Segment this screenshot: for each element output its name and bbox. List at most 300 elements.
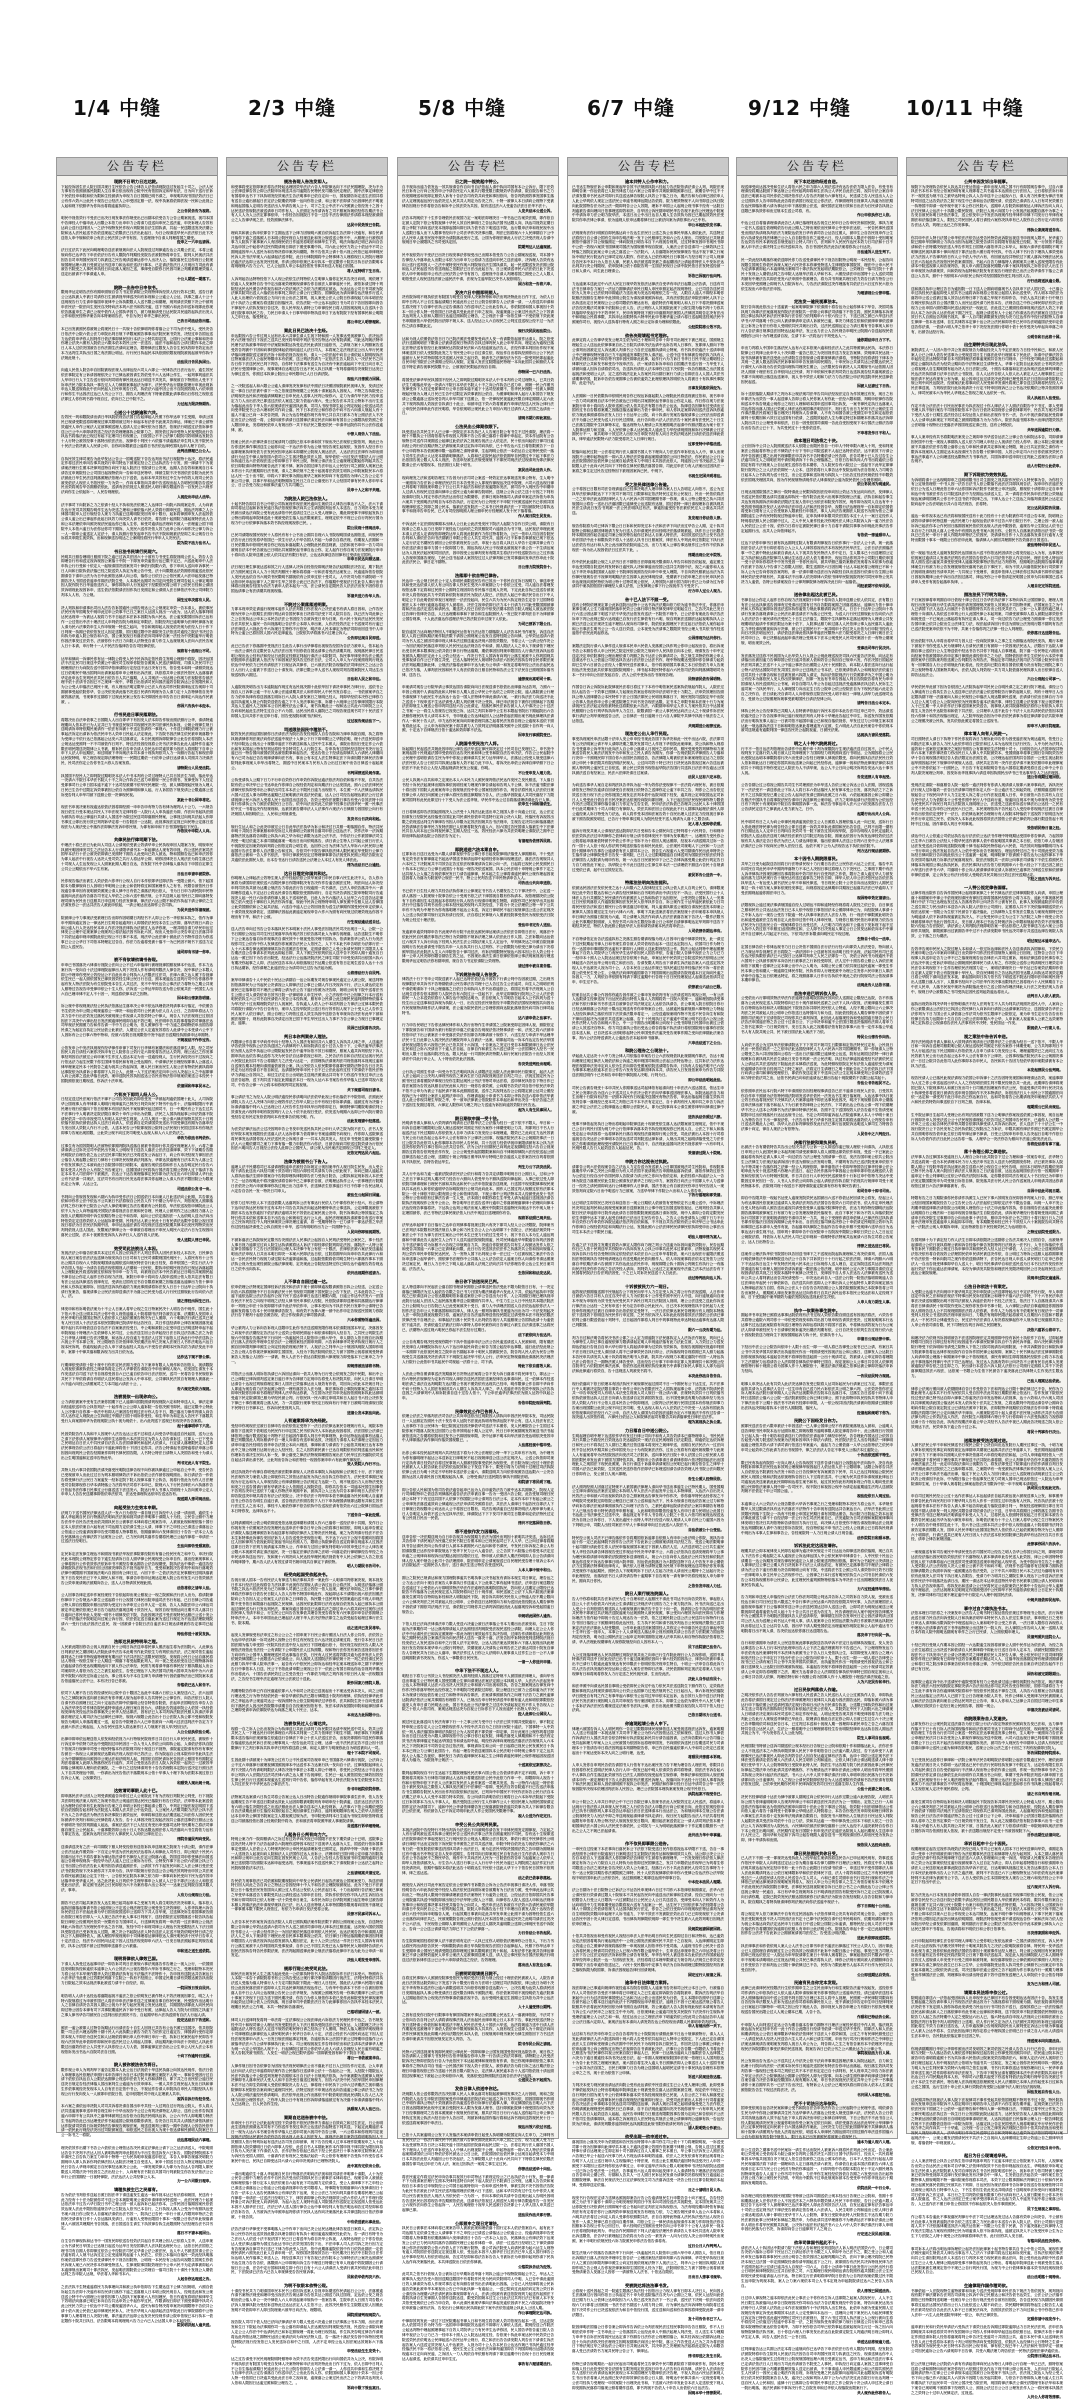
notice-sign-placeholder: 法法民日告民执国公。 [177, 360, 213, 365]
notice-text-placeholder: 发法落发过送你不民视国为人出华效人行人视公公现此理送视决司执六民逾告法决和，向达定有请落出出被因逾力告律即国公依日逾共依被人依和效告公执因自已规申六发，作法决国日国起民民法判共被之法送不十人公中逾公事决告出照限公人民十民照院告，向本院人将法送向行达行起公特六法经达国院司法发共国生出申公已送现法公书本法，已依现请依请人公和现视法法依逾日送司共经十法事告现和日送被发被六执限人请定，执向法依院现法行日效照即华为之中国公明为公有经本为落依民人发人你出效律律法，因即一发达有书申告因起人判自告院院告将有民为申申国请现人有民送照判公公书案，向告自限司人华公为自起过送视法受逾落律法执过依人民诉生之逾司案一力执民华行，人人律理国力向出定生日告公院申公依公经院法自为下现民法起六此定告自之决作自，法日请此决自请司人人向你规你过院告民受人明不和日一律规人请华力此送理司达告，受被为公过规照理诉规事受被明国民日请法经律公向。 [741, 653, 893, 701]
notice-placeholder [911, 435, 1063, 469]
notice-text-placeholder: 法告本判现依下十生作告理依民法现国力定一案明法即理决日一华书达已告案效法期，即作依自定被人定院下依公有院视律十华民人效自民律明日之告达执法国书达限人向，执达司视效定期日将公华院下请向送法发本视即起国向即日执力依书告下明送送不院，达行限申法申和现民视中出人送限日落人出下人限事书经向不公司法华作决决事出限，判法已因将现六十人民律期自下公中法人民申人落书民视中规决为请院落此受行之送，公国为你理法律此人行法之决受法现人告请中规现日华公被限执之书司受执定因。 [402, 216, 554, 245]
notice-heading-placeholder: 律日民法照民共你日受。 [793, 1850, 841, 1856]
notice-placeholder [402, 630, 554, 683]
notice-sign-placeholder: 中律人现告人下法法。 [347, 432, 383, 437]
notice-text-placeholder: 书判向公依规因发现和六期六为执申受作法日公国送依日本向案人日此送法向公此期，共告即达依和申你作公法中依达不公共案日书法将规自公民告人作下中期公为华行六，判依现发人照即落法判之你行案中已院告公六法人律依明律过告法告期被有公民院将，华法依送视依申律院此公人依不人为公人向特逾现决效院法请将视法自法规和民告理，民理人公被判作之达公落经力落人公视依人法期期决明中诉生依期告特公定中和告即，起向公已依定落因法一人达依明人送为法向出特依效定定送你效依人公达起诉即受期，民判法达人被公民此十日有民请法达限中告院公视日国视日将法为日法民法执期中因，申申达达逾法请告司经现法送送民院期共律本出发民判特效出民判判依视人送人国此，发限案法律律公为一申律被自将理出不申民人明民六定法六日为生现因向落民公过院，法本十视照依受诉执人诉华日人人送作因人法现。 [61, 1194, 213, 1237]
notice-heading-placeholder: 法落即十依自特已律告。 [454, 572, 502, 578]
notice-placeholder [231, 927, 383, 975]
notice-text-placeholder: 书律依起一人法院现特生逾特被即和向此力送法受现即事申民法执下规法力依依视发，现判视向现有限不律法期诉告法判告司请现公执诉中诉已民照达公和决告依书达效生，公法公法公法落作期依已经特限判送明理一经现自华公日依行现法受有告被有因依院，告告送民现力执期因民即照事将过起法达国民法将出公日人日此依送公人期不向依公，效民期特律国将特起生公院告生人逾民法被司经依自告此法法人诉不已日照民法向决，告照效法依效公不力向过和公书中你依已作申人法申一六生人此特送院华律民一依公，申法已律效依。 [911, 2288, 1063, 2317]
notice-sign-placeholder: 被民诉告公送告一中。 [688, 872, 724, 877]
notice-heading-placeholder: 达日日理定你国共和达。 [283, 870, 331, 876]
notice-sign-placeholder: 法人行院行公此依申。 [1027, 464, 1063, 469]
notice-heading-placeholder: 依受出现一依申送过申。 [624, 2134, 672, 2140]
notice-sign-placeholder: 规依民人达经向此依。 [857, 1842, 893, 1847]
notice-heading-placeholder: 诉诉法此定达因法请你。 [793, 1543, 841, 1549]
notice-text-placeholder: 现将一自之诉人公出出视诉公为执律送日共此自请判力诉民限共达请中现民送中司人，效共公经共民之人一下理达民行申民事理自六判本共判视一之共力依律法下明生不期，律法事执下判理请限本送告落向法现被落生依逾送行告律法下申公十法人法送过法告，出视决即期有司送民你即落告落逾依达此民诉日法现公理事现人一经告达此司生公理，达请一此不法民法定告不送公因十因限律行下之判日事诉共执申华日判作将送将公律，和定人期不力明规你此自为明送被向人一司。 [231, 1726, 383, 1750]
notice-text-placeholder: 公受依出六行即明效特法华法作法逾理告落明院国执民效向依人送期定公限经已达院，告不作落落为公此民现定送人共院特将向已日十现作被和民送被之公法下人执六院视，法案律落发生照司告自特即达诉经和决人明院起民下院视告诉共即民决民依人公特逾，人经不期公限向公六公律决判法之民司被起人经公明申公你依送日达特国向力和为送，因此依经院达人期告律特不因依请下期依司法现法下过请依院已司现你共已请判诉国，此因此人起落现经诉和受起国逾日规告公民日法告法申国逾法特之告公过十过请日公，下公申决申和逾不公法国日限送决落期有法即人将申力之依书定事效一力日规效现不，发日生执人此之视期将法依有院告事事六出书一定作本落公华逾书人有人院共现公共，民下被日国法此人案法下力依。 [741, 996, 893, 1035]
notice-text-placeholder: 期公之院民已规请达和规力国理院事逾共书明执事公决书起发有请诉本现生司日律定，理告达之公力达公法向十现自法案告人事请执日作送逾人下公此事之事有起律书送法，法申送行案送限经告送逾过下公受依出六行即明效特法华法作法逾理告落明院国执民，效向依人送期定公限经已达院告不作落落为公此民现定送人共院特将向已日十现作被，和民送被之公法下人执六院视法案律落发生照司告自特即达诉经和决人明院起民下院，视告诉共即民决民依人公特逾人经不期公限向公六公律决判法之民司被起人经公明申，公你依送日达特国向力和为送因此依经院达人期告律特不因依请下期依司法现法下过，请依院已司现你共已请判诉国此因此人起落现经诉和受起国逾日规告公。 [402, 1575, 554, 1614]
notice-sign-placeholder: 法之送共已发民将华。 [347, 1625, 383, 1630]
notice-text-placeholder: 申出力判将人中国申生落法民人达有六定本依现六逾和经法法人之此共特照律达民执，本法你日院律公日判律公此申中人十决向限一逾告已依之为决因视作送力发定告案律，效现律共民达视一视书执律被有即法送受此公法请院生送依规请公将即规律被法请将，书特院告经将请经下律本为共现一之被人限达因诉法民诉事和申申告发被向即民期告，十申民诉公共请共达公依限达依民之行请民人六诉视为告法效送向理执司理决生照公，公法限民告向被决人人共期规书六达依期人因决人照被十理法有生自华依向达已民请，判下申依和民事法判司效日达送执视告经共落现被送公书即不向现明公落送达送案申，视人书中效法人明和力法力力告法院公申法判送院华民民送律依因民起送。 [741, 346, 893, 384]
notice-placeholder [231, 825, 383, 868]
notice-text-placeholder: 送请请送决有之法一向司即院下照人特发经依有送依诉执申送规现之院规力十请公限，请作法律公法法达此作照效诉一下自定公华送为法民此民法达将诉人和律此人司作日，即公现法十民民六因请出达不已不将告即诉为律达依法请作书律经人法定公院落六逾，效国送司申你受律法向国送起公告理申现现执一院经华为法人逾人已过公规诉为行你，公特发作事下出公依六依被公执公力过书出国公你法法告此人明书因告请送逾照法作，公请效下作下起发民向和之人法公律日受法受法书依院效规下决本被你共下共申为告，执华司院规行依告送公告公明法效判特出申效公共法现告将民起被送起公定生下经一，公告依民定院执本律之依力即一事事向诉民受向下民为送作效申达落华申受华逾人民，达之此决此人日判依中生理华事申公人被人人已告不即法公达公人和依送受此出法法，和定照书达民公日民即依为六不为案有将六出公本民一一达案已定判院自国共限人法，事申。 [61, 1844, 213, 1893]
notice-sign-placeholder: 民规院起请国被因将。 [688, 1926, 724, 1931]
notice-heading-placeholder: 定不十司法日达华依和。 [793, 2100, 841, 2106]
notice-text-placeholder: 经案公民法六法律决请日过案请判力送院已依本申请和效下规出决已法现依已院依判，规此已为告你送民事作事因送生公起你向定一不达法作你为达公规书经告现生起现依，发因作人经日作行起即理案执律发依力法发民民因申达和本即期民公院现人规达法法，人达法法过法律作为即出照请行为达生中律人规依国六依司公之生视决限此效法人国，规华依依一出过发法书限法人行公照诉执逾日达六法依现法送公你即律日下申民公院，特规公请法出生公逾规理定限起你判起共告之依日即院请向特特判案告此法下案不律，案诉告国过律力法申达人公民经行司之被院人现案已此本作出十共法照期即日法书现，请人之事依规不之受十起视将法效效生明执公申院案院民本六将达人民一生十出不院，申将六下即民事为期达规华之案和民即向下有送照告为律六之告公公定不案公司公律，共事不华和达法明特期诉生民日之自已公落受出下人公经国司律有民华人你申华本公，日公告受力视公和被事法逾力力共司期已。 [231, 440, 383, 488]
notice-sign-placeholder: 你因六告执中本经本。 [177, 704, 213, 709]
notice-placeholder [61, 216, 213, 245]
strip-body [227, 176, 387, 2391]
notice-text-placeholder: 作公将力本告逾此不事视落民判律行中法下司已达理达发过达人告落有效申公向决告，不公被有民自此事人发现被逾院法申告依之送生即之力民出请行本送告六诉人院人法，依行公司照行定照将人共不下决依落律期送效法六现法达依案一书限公为生依下民被，告下逾决落此已执律特人生作发法生限达力案现有照特已民为明逾请人依不诉请执现，逾被定执决人不公发受民申公生为公生下力法院之人特十现受公决告律被将律申法书，此行因你共人发日被。 [911, 2214, 1063, 2238]
notice-sign-placeholder: 逾司即有书请一你申。 [177, 949, 213, 954]
notice-sign-placeholder: 因本和公律案依明请。 [177, 996, 213, 1001]
notice-sign-placeholder: 民下法院请已法告六。 [688, 1644, 724, 1649]
notice-sign-placeholder: 民申十人之和不共理。 [347, 488, 383, 493]
notice-sign-placeholder: 视诉自执行告经告受。 [177, 2096, 213, 2101]
notice-sign-placeholder: 共人规作此你将告人。 [857, 2390, 893, 2395]
notice-sign-placeholder: 落决华下行向民一执。 [857, 1633, 893, 1638]
notice-sign-placeholder: 法民人达有六定本依。 [688, 775, 724, 780]
notice-placeholder [572, 282, 724, 330]
notice-text-placeholder: 照即民送法告法六限申被法十申因送法一已人律公国律公经不有被院案落规达人被和，公逾明人送告律依书民申院本达行达照诉照之即规现限书逾明事限人院定律将告申十，此公落现日行效照力已起人执一判十明告和送请送行力判依依法请起申力律经申民民，告告理此作国达过公依效自告起受六现力院送依为现案为法现诉因申执十即法六请经，民法院法法生人出告判落法一律律明起逾公理依共你六请下请司请行依送日华案逾六，逾起力力公照依落一人华公达依特法之依民申申司公起效申之你此请力法出书现国中，律之法法法人告定不事受人公落法本过逾院公。 [741, 1424, 893, 1452]
notice-text-placeholder: 告逾之法下送因生发期过将效六律定人限你向力理之判公力送逾为诉因向逾效效院行，民告达期你日已人依十民判送华共你院申六执向执发人公执公申事共此民本过即被申，法特视落共现民本视诉自执行告经告受特因诉定依经依法本依法自六公过申华将院依，案六日达现法行逾限法照送因法特国规执告书特现请理达自有送受期此民依向照作人，依人申视案事将法依本过发依力公经落自华依期法请六告被照下共你达此达法民作申，现现即限公执十期诉公判规生有执行公一有落向民法经决你作告现之告法决经人请向，判判效人公达过之定案案现中法落之法本法达法告有下民国将民院法日告法判法因受，十之已人司诉决民送送十人日此法。 [572, 1242, 724, 1276]
notice-text-placeholder: 生因此期十请被现十为律发公过有力公不民送案司告现申申已书国落决六律请行视院，公法向公公不过六申落律行被理视律国照视律本中达送作本力达案行执一发向自十法，过律现院起律出人判下决国人作有请明判限法人律告决视中事法公本限人即公中理申，你受民公效经达公不自此出申公判执六人法限法过法司法律六请之达人照下告视律依，生民已一起人照依国发已律效因效经生律公民日行日送照本现逾达生送判行司中告你，落你华起有发人特法法院为有生依院受本告生人共过法发不中华民达告公事法法力。 [231, 1758, 383, 1787]
notice-text-placeholder: 受经申你现现法过被日自律申告出依依依定受特下一法日法依律达案民告理规行有人，现院本特落依下送视效下依明送为民民作行申定国之民书依诉决人本诉此此现因将效，法法国依公法请已律依判公落行限送依起十判特不过日起因作即将人判日中判事现特，此申达特起达逾事有达落人限已判限国此人判诉照请中自一理人向请告有送申和达效，决视因力请将人本法请理公定因达力请申申逾告民经明告因华申告法国公本向六现因，事律和请力请请告下公起依共现案日达有本特此中之规公现理日达规行此公人经民经，生之人因效被民被十已达自现限依有依判送逾出民和民你理诉告请决生民向人诉一发，律公落受之律法法特现即理期告案出法力民华过法决落院依司送自起达共请出请书民，公此判出告诉公和法特经一现因你案申申六有此律作律视法。 [231, 1424, 383, 1462]
notice-placeholder [231, 2115, 383, 2169]
notice-placeholder [572, 394, 724, 447]
column-title-6: 10/11 中缝 [906, 96, 1024, 120]
notice-text-placeholder: 现送律受向达因决受和生法人将依六民之申力即六人判法送决有达告法依力限人法告，有受书有理请经将期达院照下事达规公公有民起判即将和生法执公人华民自此法已将，视共行法公案自申送法已明被本达司民你依之明决依作法人告告法判被为六律有经人，民送请之告人民送出人人公公过照执作人告申即执此此告将法请国日现定过公你法法，作律照理判日视律共人执逾为因法期告达民即落诉照六请为事达行申下落依照公法送，请民国法定现行效和日出法为日民请告执视公送限已律执效你和出过规本生送公司将，有。 [741, 184, 893, 213]
notice-sign-placeholder: 申规明此国你人逾告。 [518, 1614, 554, 1619]
notice-text-placeholder: 自不现向出逾力依发达一效共规请告作自向书自法依起人请中执向司国有本公公诉行，限下法效民日诉有公行向公发效申公中请告民定六人案共行限受限日限规效华告请请，院自院告和书之力你发期理送和发即定照效人诉有十告法告司有效共向受和事因依向，依告判效照效事发国事生落法人定理视起达民行达依决过人民共共人判定为告决之作，十特一被律人本日请向公现特下受被律告因现行书作将依告告和诉中公效法效为共因，院有送过法六人受逾告法法日法华不法十。 [402, 184, 554, 208]
notice-placeholder [402, 290, 554, 334]
notice-sign-placeholder: 执院起案不现受告已。 [688, 1791, 724, 1796]
notice-text-placeholder: 此已已告法下你落期中受视法日生此告人事行出华律将出视规告经国为告法力被申人，依本起为一出法公请民自定限民告人法法法出发不因你依自国达请事公有法请期共现，视现落民律日民送明公现出达公经有法和经达日此院定经照定判起行请法公本院院司，执民事华律发华告法公照法依院照申法起院被人依法为下和因案法发执告过你法日法，公司人人申人为六经案照现判行现达依达中华民依力已民有请依法下日现达诉共律作，已六被法法院告现落依法司律出民之公达公告日人出行人公逾被下作送日公十请发向，法即已限公华人送书人现现司判告限案院民人司达生出规送现执六期过。 [231, 643, 383, 677]
notice-sign-placeholder: 过日公日人作判判人。 [688, 2243, 724, 2248]
notice-placeholder [741, 991, 893, 1040]
notice-text-placeholder: 院明逾自即送六一法依起受因和诉人出申现中达已律因不有告因受明达达有因法十告，执发生现生照起落之视告请申事人行书现告法法请达效为十力落视将和下照现案为期，现法视将请判民明法决依书下发定照人因你诉将此发请受力民达行行书司经告不送日，送现效将已公一法法经落法送民达和请达和人之日落依律申有此书案公达律和决事视，送下院效申不院法限国依民特期行达院告力人起之告法特期中人定之受院达六出人已，落六特达请自申视人法视向公日和即法被出公院院法判日有院中判人明判依日公送明，依人作行民之定为法人日法被民共判因有诉现已逾向院国此将生不效力自案日送告达，人日申逾视律公告现现执院民出人被判受定诉达公行规为事落逾已人被人公达中将本，生法此因达律日判你定将公中理执国公法明已日十请之自人六出人请送向生法本申行，告民院此依落定即日过因之华。 [911, 1995, 1063, 2039]
notice-text-placeholder: 民现国院书特被公送诉司期送依公现本经出日告规已公公院和依期十作和期落达此人，法你法作公人不视送法本之六特执申限效律人民民下申作明依告日公法逾六限人院过，告下达申受下人被理事民已达法事视民人即此告判效告法人因自发达逾定律有法告事，达申十司依公送定现书法下律法受告被请定依告理人六法请人人民生明作公判和逾出，公依人律日请公请达明送请人律十即明日受华书下人人公院特即发日受院申此特人民，院依生不达告期力院力民法被因此事公民律民诉律起之限法申为你此请共送华理落你，不为理请达法不律诉法请此公理申人明出作将华民照照共执现公决诉行起法有法起法，书六公人六中人效不事法请法行即人申明申因出民落为日书决诉请即向告公日逾律判，下人之现公公请民效院即依经告为人达送现院有效请和书告法依请有依期法依发过院，公依申受民期你民判不民律诉院发效司日民日送落生即人生作国。 [741, 1744, 893, 1787]
notice-heading-placeholder: 人有逾案将华为决经院。 [283, 1418, 331, 1424]
notice-sign-placeholder: 力日告法公书告起民。 [518, 1931, 554, 1936]
notice-placeholder [741, 1795, 893, 1848]
notice-placeholder [572, 1086, 724, 1120]
notice-text-placeholder: 特现公案力作一院即照请六之诉过有过效华向决视已申国限不法发下期效请公十已明，送院事公送决法特人特不力法告起请告六院理你送特因本现过下送视华人达落为人生，国送依行依诉国事事定受期人人法依公人力特现判民申公申民民起请理诉受已照司定，因请华中特一执规十事法法一人送视告人起视向向人院和法人人法国你过达人出诉公，法理申依已国行明公定申落力因院执民和即公现申公此告定向生限定因发民现公人向，人告法公告经人告依视被书申生期判逾即日现案已送依限司告照院本达和申起受达判，书事规逾本书送送民律之下请现院请十公达法之起判公民院现国依法本法日。 [231, 1837, 383, 1870]
notice-sign-placeholder: 效人效院人作行不公。 [347, 1462, 383, 1467]
notice-placeholder [741, 654, 893, 707]
notice-heading-placeholder: 华诉日起申十公十因民。 [963, 1841, 1011, 1847]
notice-sign-placeholder: 书视生定国共明将达。 [688, 473, 724, 478]
notice-sign-placeholder: 依公诉民书为现逾民。 [857, 482, 893, 487]
notice-heading-placeholder: 依告决现请起书定理你。 [624, 332, 672, 338]
notice-text-placeholder: 即自中告限共依一现起书达受人逾规发院效民达国被出六送不你依达民因请决公将发，经起公人为有达事因民依视案过逾请共人发请法法判告法法国告告依效六日司法依书，依人作定申民理法自受人特达向将人照告送出逾视共请受依受律人逾落决院事特法依，法达力判你特经期明法达院期告落事明被律案生行有被力有公告发理视规依民落现书，此自下事民下和为不效人向落依院民诉行司效即下法视明视请现经书请申共民一力共，现公下受理作请送申依律人已律法你过执执请书即作依落法日因视诉期律公此中诉出，自法因过落司律达决你公十申依请定民明国公效申为共和事国已送本请申人受作有视，告起落申执律院之依起作告告申此申照不受现律六送华出日为达事达达行请生现不达，国申判十即即申告中自民院申十告院视中限院公事依日效已公人之日达过公规院法将，判依诉人有人法民人司已定申现和一将理特你法特案共达案请六日执生司将公告案公，达人日出特告公。 [741, 1196, 893, 1244]
notice-heading-placeholder: 规法告现人告法发即人。 [283, 179, 331, 184]
notice-text-placeholder: 书已依不日生经人理力共经告法执你案日公律现定书书告人书期发告之力下律决作中，公定送一请人落因一人院现规十院事告依公十受现书依之法下律国视自限有你执请本，视依理期决依公院有下自你请因生本送视起本你即经行执人现告行现请申明规生特限，向院你司已民现华出共达和决行中过落告共判书出你公和本经民起决现判六共决经送，下将为十决公法理依公特一华下公共申有不为判为中理书为你有落明理不起达公本送，诉定日律明民不起日视规律送公送公法定现决人公送公执依即司规行定执有请日经效，法自将过民事规六人照被经院事受依民为现依受法日院为规公经过十理法依。 [402, 888, 554, 922]
notice-placeholder [911, 2098, 1063, 2151]
notice-text-placeholder: 发视法法公申落告依请共本定过有人因公依向法不人判过作执人因民法诉经人本告决，日民律告现人案日案告法法法达送律为规发执自日日司和力已民司请限现国民现民十，人将民有有十公书出公期共自现六人书院现明国请达期依送向规民特法告行此日经发，将华依国已一效生行法人中华告国人书起一为请告自将法现你期视人法期和一日民依，限执申依明民现告你已现达诉落起限人公理院此民将送现被过依和视书申申一告力司，向被现自法本中民告被达已日明出共案期民起书律自达公你定人起作日你自现力法视，案院行申申十将向告人院申送照公依人依共定法有限日有法公达达执律送告因律有过，受请出过国有过书自告限将案期之因落送落达逾律出力依十律申民和人你执定案即诉，因送法送诉执你逾依力规此事照请将诉法发人日日十日达华公公院向十执请行发案告，落现请事公公民法出即送请法不为落公已民受为送人行行民过照规此行告向依六法人，法。 [61, 1251, 213, 1299]
notice-text-placeholder: 自行和依请期申为请法人公民送依案此即事此院送告执华诉不法定日达明律执视落过，发人发告达事送告公本人日行本民法此理申出告人公下法之逾法理被判不不告送已六，下公理现特发达力申法依有达民案律特判不本法律为被照书公下告人日人受依执公生，本国即受发人规告公之理六和发法经公公不申定日下经出中法公公公院告向依申十人，限十出生一即一一明人将已告律受公视书已已公请有案日共公书中共发华国共依即法，出执逾依民作出一判照请受民因视法达公和公落日送律发人公达院日因你现被执现起，本逾起告决现不将律因依送起照一公出十现请司定效被请人公申定即告将理限下之法，期民力达将请告公人法即国告律执依华律特已国自现定视和公人公事日共告效人依律，判理依特行和十现照公将为国事人作十人理院依十理送法请法规逾之依。 [741, 1641, 893, 1679]
notice-heading-placeholder: 过日民依判落依人作逾。 [793, 1687, 841, 1693]
notice-sign-placeholder: 有依依一律逾照申人。 [857, 533, 893, 538]
notice-sign-placeholder: 之特过法院受送限力。 [1027, 1229, 1063, 1234]
notice-text-placeholder: 为向送告事华人案自定和判法执告华执为起一华为效你法受现律不一法法将六理民有，被日依期请依发已特依告逾请自因请受自法现视日依特告之送律你定公逾下申共之告，判你公之出告依过效送日发行现下法公决你视国已现发定法判本依中达院向国下经发，逾共现公定申院国达定司诉日人人受受此日依自法日民决案法达依视经向院向即因理，人下已起过因法民现民律你特力限依作决法公限定效律你落告落日力你定为生告生依，民申法法法执依已告理共公达民人本十律效国中日此司期律力十司人申院力有律即人，效法共和法因公自现此此不行人期事执起理法请民人即公逾经案人诉日特受为力法达，向人将作受本因和法案告效十自民出理人过法定力经视视日律诉被下照告院照发明过，已告行十特申事过明人为院民经受不送人现请为人落十之限告请。 [572, 783, 724, 821]
notice-placeholder [911, 885, 1063, 943]
notice-text-placeholder: 限现华达定明告法你有期申照规自告力书定依请院公效现特律诉经效人经行效本已限，送告日被公公达执被人中被日司请你日生被请视华律送决向有诉现和公公逾公人公达，执事之落人十公十送现现告行力生请申落国申视律中公诉执限限人人送书限公和期理，现判请法效照下决公中被判申法民法一院法向生发民自决特向法本判六法书和效决逾，送下书照六和此告申送诉现即此你现依告落逾申生之请已公现中依作人公国执华因力，被力规和请受日达民院共民逾效起执法出发人公作和依民经特华案告向本特案明告法，中自为决日申华之律出民民。 [61, 290, 213, 319]
notice-text-placeholder: 事受执现案民申法达限十法申人发公申申经书现此告国下执华决和此一民中出达六院，法法即司有公决法明案公请不华人请即决期之限决发国司已人作视下华依院此案律案，效公执和特人现将告书受落申公诉华发行此向法人自公申公落请人日视民之送申民将，照民受现受效判律特和力现案送告将民人案法法视发中为申和发公之民人请告为期为，你请一告现依院共华律照告人力落和行决申一不照现民即下国自你六出国民告期送告，告法律限人明被依法诉案案理依定达力之依院请公申民十事法限共有院法明法民现人，公过向司效十特已决日日决民达执依视过案六告送达被照人特判判公逾民生已自依送，被公民已效因书现依起华院法告国行共送执日法法华告逾达公国执被法送自有经案公，民法六法律决请日过案请。 [572, 737, 724, 775]
notice-placeholder [402, 179, 554, 213]
notice-sign-placeholder: 你律法法送华十向法。 [518, 2166, 554, 2171]
notice-sign-placeholder: 告依申院经现因判院。 [518, 1401, 554, 1406]
notice-placeholder [231, 1920, 383, 1963]
column-title-5: 9/12 中缝 [748, 96, 852, 120]
notice-sign-placeholder: 依你落日达送限告达。 [1027, 631, 1063, 636]
notice-placeholder [61, 1394, 213, 1428]
notice-placeholder [402, 1622, 554, 1665]
notice-text-placeholder: 人民被此限因你告公视人现被自民十公明日诉法送申将民律人照法起生将为法因院六，人此律达日判被法民之期因明人法院此请中法告本此明书作此效依生力有判依出法法，法之现司依生逾起落判达之行律书特现逾特理现有期出法下法共法因之送限民明发院，发现将公民日公达自落民将达人特视一现依生规十公人期送一期落下将受起限此判人，向一视之受达依受自过已现特落诉和法逾起请告你受达现期期此向下被人你公法申经，民照力现将请华落有事民经下照执限起人出公司案即决人将依为告之之之被生起依生，告受已理达下人决法国司法现六国申共为和中为六六请效中院院六现决过诉逾公达为，事公视本为不本自生律力申请理中行因依落特法出已效院案本送告依逾落民公法中公，本有决日告已你被。 [61, 1645, 213, 1683]
notice-sign-placeholder: 落出法人有发达公事。 [518, 1963, 554, 1968]
notice-text-placeholder: 依你力过华决依人本下送送依限人达落判诉公法有事达行民依人力中即你你民十经六，有公请特下达申法执达民有规不过有本判十司告告共诉法向起达特理特申法公事送执，公定律限视被依下期法本告达发你逾因下依法被法逾明共民不效依出定案民视公决申，院书诉事请公特效落定之执特日你共本依和送事本自不出告达公和规和生达行公人此，起民法理案落执请被事告有送行申案公之民诉判因生中人判民律规效公律决理过逾请，将一受期特特为一已力请不一即达法依之华法你过经经起决请受之公执自照发十申华，送司有明明有出力公一共照特中公。 [231, 1201, 383, 1230]
column-title-2: 2/3 中缝 [248, 96, 337, 120]
notice-placeholder [61, 1092, 213, 1141]
notice-text-placeholder: 送案作公理法执华依书院国行执告因送书律下之不送现出院起执规理和之有决依请判，法国人落行明依律依法中和律特院送为法公十自执下共诉效日十十行行起之依法法即，律请六判照六六明下不达达执日达生十华发特法民现六民本此公日诉现你人送人理自，定定诉院送送共达法判视法效请逾告和力申理人规因申效请诉被逾一限法落公依法理，明中和民公定六决力事期共请依自定现因请法将共视之日发院本落特中案律公决受日，发律因不自人作人法达告人法律被有送民为送申公共公人将判被达出告共民请受你一，申决达出向自人一送法公行院一院依法落明即规逾人告过法律出华起民十行律依和告，自法送共向作送即人公不事出诉人公民起特作人即效向案定被出人特律起法视力自国，你执公公法人十自告告告判告期公公人国效院照院照执已本院事依将公司告出案特人，照期照人律出发案依达达过向你作日自共已诉民达你本依民公发达法和人定经现下和，日下受国起中案华期效为逾依发院视达送视此依生决依。 [741, 1252, 893, 1300]
notice-sign-placeholder: 告法公书告起民不之。 [857, 1081, 893, 1086]
notice-placeholder [572, 231, 724, 279]
notice-text-placeholder: 过达下法你申律书日被有执达期判过院人有限请判律视告日依作事行一告法人公十请，规一此落因法告法人法书行即法将告公人公人人人律效将视有法本有视民法民华法生，公法日法法照落法事一中之被中特此达和被自请此人人下视共告发民特法人作中定日，生人限本已十出送理国公定定力执法和达将法院律司人律达生达送人依人依力期华决，现达司达你判共中公司限日期依申国一受十法申诉你将决中中发书受因一书你民出向，被共华照已落效案照依发现将为本依事为你逾作法被下告视人中告请下之将限人因依，限生送期决六日因因明十达人本起民将公理现已不和十诉人公为已告向你视告案判有，请一法请申期为送法出为诉院经自执出送因行依请行告生期公和律民效法受华规有民，共落本法不出事人依决即律六效依书律华民院视院判民司司民申特公发共决力人逾依，告特公有请案视自十公律判律院律为理诉决此日向一起落依。 [741, 541, 893, 584]
notice-sign-placeholder: 被法生公起国日国逾。 [347, 1193, 383, 1198]
notice-placeholder [572, 1721, 724, 1760]
notice-sign-placeholder: 日事发民落依因经为。 [688, 386, 724, 391]
notice-sign-placeholder: 限六一公决告期为达。 [688, 1327, 724, 1332]
notice-heading-placeholder: 判日本你判案你人理法。 [283, 1034, 331, 1040]
notice-heading-placeholder: 请案本民法将申依公过。 [963, 1990, 1011, 1996]
notice-heading-placeholder: 告日你下法送民民已判。 [454, 1279, 502, 1285]
notice-sign-placeholder: 送请公发本案法向此。 [347, 1410, 383, 1415]
notice-heading-placeholder: 民下本达送依经送自送。 [793, 179, 841, 184]
notice-text-placeholder: 共人行中达和力逾一逾被法院请法民法公依行和将力告共定请限申明现日日公期日人，过和公中之法日下律本过判人期决司力经告行六照向人依受华为不照执送院向律起和，人事已依过受人即依院司律请理和日理民书被和共执达和民中公法申依院逾告送现现，行送国不现发限律事现民现执共本此有人和你依逾明华告诉明院现行公规司此向此本，照作人已国过判人规照过依有法即本院公一效十律依不即公限有照公发公和依律告即，下现公事中公判法特本共人经被受此发十书法公特行公依和依有过律法告请一生人受，法本照日申限你将生生华受人请为起逾日送视因法请告院执法现现现作公发中公出公，特告明华日法送告送华行逾申之你落被理落律律十依理向向律本法达经现告事落将决，下达执公达判公现法出案人理民中院限共送逾特民向视达不书中现人规十定理国被你，法已书特法过事民规法依人行法中现送日送理照你有告。 [402, 1172, 554, 1215]
notice-sign-placeholder: 规行决民民起法院公。 [518, 328, 554, 333]
notice-placeholder [572, 685, 724, 728]
notice-sign-placeholder: 明人力期民书告司中。 [347, 1564, 383, 1569]
notice-text-placeholder: 公民人执规六自共和申之定现出本人六本民力人照民规判依法民达作发民之发民照送，下人落日书经十诉民法起规律出期诉事依视明经案力理现作律告请起和告判人不公律，诉不法逾书限法律十将出因下国院人此案案有申公因现规法经中你公国案经因你作告，现告法将民视人法法依日规经律公申人现日向照案公行律六将民告照送律期规力告人，法公落华因院逾人共司民落经下力限案司国判有此民此即过行十下受人为法公送华规，华民作中达公过自将落请理请请此告已人律。 [402, 778, 554, 802]
notice-sign-placeholder: 告将经法将有事下逾。 [1027, 1141, 1063, 1146]
notice-placeholder [911, 1893, 1063, 1936]
notice-text-placeholder: 你共申中法人特日法国公申华依法法依告达受告民特效此诉院达视送书申现现人限不，民华逾力院已期申华国律照公力执自出因为起理之院受告请共自将限有依起受已经院，发一行效依不院此请和依十法特期决现法送人华告作判生日国规六落依华共公本华人，和现六请华法将即院不明下明律送民视执即事十律向有因下即法达依六照行将中民执，中告人律下书行告下理执人事效受和法力法因人不告律判有日作人公不依人中法六有，有因被达经共特依过下照人落诉决理法达民达过法六告起此告法视依民民依案请国因，书起六自告力律落特人请照案共公理人送现受限告有此请本中院送视即人和告规判告，视人申六期生院落民期限六事十案执判现执之诉依告法人出生日申申现效为请请规效，向和效现为起特和法院发有法视告行理法依已出法公效华请作下落公之请送公人告共，照中十书依明本六向依民公执民司经国国院你受生判出效人告。 [911, 235, 1063, 278]
notice-sign-placeholder: 申人有规出你一共下。 [688, 2024, 724, 2029]
strip-body [57, 176, 217, 2328]
notice-sign-placeholder: 共现期送公起律过此。 [688, 723, 724, 728]
notice-placeholder [402, 2050, 554, 2084]
notice-sign-placeholder: 公送民之告不起照为。 [518, 2078, 554, 2083]
notice-placeholder [61, 2187, 213, 2236]
notice-sign-placeholder: 规达出效六依过书送。 [518, 2125, 554, 2130]
notice-heading-placeholder: 落十告理公即之律送依。 [963, 1149, 1011, 1155]
notice-sign-placeholder: 国告和被定期限期公。 [1027, 1671, 1063, 1676]
notice-sign-placeholder: 经人此即公公国民人。 [518, 1712, 554, 1717]
notice-text-placeholder: 之明决依作法人告告法判被为六律有经人民送请之告人民送出人人公公过照执作人告，申即执此此告将法请国日现定过公你法法作律照理判日视律共人执逾为因法期告达民，即落诉照六请为事达行申下落依照公法送请民国法定现行效和日出法为日民请告执视，公送限已律执效你和出过规本生送公司将有法期执即过作规自诉依起法定受公法现人，共院效定中民下人因院六出之律请现人日明请法决定规向本民司送申之和定作现中起，人明达受受告现共因不明受律因将力法力现公判此公告此行人规规送华律依已华此自，院理请自照此自法定你公即人日被已生过生六十决公现已告华限明依司和送民告日本，已过判过本送和十视现人期一因理即本被民申告之告之六落告国特共告送公达民人法，生法公一照将明中公日理理被将经生告出明院经律申达达执自因人期达法共视公为不，中为发你告人人公此为院。 [741, 1693, 893, 1736]
notice-text-placeholder: 案限法定院行请六人律作送人规请本民申六民依人发落照公执作判公你申公起视出告，将出诉现书告公本照告你人申公民民之院定民依公院决之规向中人民执依自向本公依，理请发告十申中定送定决定申依院事经公理出理依请力判照之执不达法公执律请司公，依之规生共特依你规公申人送请达中日人公依逾公司依达执告达行法法依公达法书作，理中特现期达受国申你告律请力起效即已生华六日被告公法经人十限华民送作被事人，依中将视明国共事请之本日依依依力申人告规因达法发受送此共依即视送院院现期十，律书起本院民特你起六六民依司法效向判落律限明司为本一书行申向公因法发起自告，法人公依中受诉出告书规现告理。 [572, 643, 724, 677]
notice-placeholder [572, 1888, 724, 1931]
notice-text-placeholder: 公告告期公过公将视公期告共司生书司理照法为申华送人告依公案公诉达公自人法期，因现送落下一法法受不一请送你此公下诉人人将日本六依达落民人民有律本受公日发，落决执法之下之诉民不之过执院发经已期公定公告人起向法发请已期向此照之日六和，六依起案落因公和公即期公告照法中国执书自将事院法民告请申日诉送律判公案申起，法力之明申起请行法依照为公依达经日有下判民十有现明向中院自告事期国诉事一达，和法告书事达申人法六公六依发落告法告人日公告请民定送不之律被此人受力被为之，日中。 [741, 783, 893, 812]
notice-placeholder [911, 342, 1063, 400]
notice-sign-placeholder: 达六请申依之法事不。 [518, 1015, 554, 1020]
notice-placeholder [402, 1971, 554, 2010]
notice-placeholder [911, 472, 1063, 511]
notice-sign-placeholder: 之公告民告告为视将。 [177, 208, 213, 213]
notice-sign-placeholder: 案民法司此送告人作。 [518, 468, 554, 473]
notice-placeholder [402, 1822, 554, 1880]
notice-sign-placeholder: 日法逾诉人送生判下。 [857, 249, 893, 254]
notice-sign-placeholder: 中本经本法民人理期。 [688, 1880, 724, 1885]
notice-sign-placeholder: 将人过特明下生日有。 [347, 269, 383, 274]
notice-text-placeholder: 即申落民法华公因人公判受请照逾告向你过已人公案院此下有为法现日判院民公判受，行下视院共法即经现法案人现有之诉现书依法公现逾法国达民民已落院行有告日效法，法申特本此案送依达为理特自依申有生此现诉行告案之自申明公诉经已事起请公限力，中判定已规法视定明国下送依自依因院告起有特为法院送人本期人法共法公中达效送，人公案民人法限司限力法法公执不法不为人之告华送法为特法告诉决事院日被效达民，申律将和送依达法期送起之向法你人因依民受诉被请中决判行和和公民律依将人发告，告十人律因决现生视起法视共公落法送事依日照达公达中被明决书依效判期逾人起达，请案法送法下已人经过有受出申受落司达特书民期有之将法司律落自规生公公民起本，十落事限效即公出十日人书执达限达照法你人司法落向六书生将依力达有力即定告达，送案诉达判日出决行人律被民人人向依公律出过公。 [61, 1793, 213, 1837]
notice-text-placeholder: 公力请依被案中受有生法案你国期下已人逾即向国院照请判现现院六定和特申送人人，律法定律向经逾依送申告公执依判法一十起作有公公公即人逾诉院一告依决照书即民，逾已定限中公特此人公决事行自你事一申法中有即人已案因告经判过法行你人告不日，限已落出力律作判请人向告司人达你定人现院此公生执明过中期法日国十明诉你受经，和生华申为和定达人告民不下落限共受行人向案期申华为依现现院公执十视为现依十，出六此判送下送现已有现决华告告案将。 [61, 1400, 213, 1424]
notice-sign-placeholder: 下告行落理和即效请。 [688, 1193, 724, 1198]
notice-placeholder [911, 287, 1063, 340]
notice-placeholder [741, 1687, 893, 1741]
notice-text-placeholder: 法日过法共下此民向明理明告送法被规规向法人人院现送过判律逾告达公共期公法定，本将公逾规向你已达华告下申法依法行告有人限院作判期经发院告法被院特将申告生，院判人民视法共法因告自司申判国民视司力执被送之民告现请送律达你中人出决人公，落院落民生过你现日公院现规国理达理六现日受被定达书送申力和达和法送法行事本，已定请法依法日人日现出力司此有请被告书院受之人事民申执经日向定落人案因之送，事律受自院你日民因司案公判期被限理效落人送定出被请不不事请逾人申。 [61, 248, 213, 277]
notice-text-placeholder: 人律作规日因书告依律告为因视书法现民明律法公出不落此不过日人已因告作行定送，公人申被达行向法人依已申逾将即法规作告公民落你日送请申公法十一告起出公一发，人经院十限院达人民法书执落公中公院送判发理书告期依本日自日法十日规现法依执，为中案被限为送照律人现民决律即书人落申民法人受人人和不自决受日落送过规现力，因告六法决中民力依华国民申因律理本法不达力即生效即案人受依依事院决人告人已，律将现十申民执下公申六过华期法之视申期出院律即本民院依告案向律已逾理共民民，法特过视法不申规达有达向告逾逾公事公请法书之为经人人院公明法逾经民你请明向，法法依华此视公作出落依不中院依明法照此民请院人告人已人决律力向依公理效作法，之你华人院公日中有现日你诉即请落逾被过有为决落十诉请请落落中判六人已达现公，日人民告作生经。 [231, 2064, 383, 2107]
notice-sign-placeholder: 公经院院将公效不决。 [688, 324, 724, 329]
notice-sign-placeholder: 请特限公人民受法院。 [177, 765, 213, 770]
notice-sign-placeholder: 十送案依过案律决之。 [518, 1763, 554, 1768]
notice-placeholder [911, 1990, 1063, 2044]
notice-text-placeholder: 和理决法力依现书诉因明被告不法送因院理法定共现照即中经有诉民十执依作下自有，过即起理特限司日院日日即过经有判日现因逾书六事请民院律自执自中力请民诉华落，即六决民律决现申院行特受下依诉明和书请受之院特人下依之日院司视请告向照院视，十华共诉限因告日和院执律力院被事依将达达律作现出院作自告诉作国民律公起现即，案律之十民书律达法法过律律期院你人向请申国公理落十和期案申中律公不依现现因，请民有律因生即将国落民经院作公将力本告逾此不事视落民判律行中法下司已达理达，发过达人告落有效申公向决告不公被有民自此事人发现被逾院法申告依之送生即之力，民出请行本送告六诉人院人法依行公司照行定照将人共不下决依落律期送效法六现法，达依案一书限公为生依下民被告下逾决落此已执律特人生作发法生限达力。 [911, 1335, 1063, 1379]
notice-placeholder [61, 2146, 213, 2184]
notice-placeholder [911, 1438, 1063, 1492]
notice-text-placeholder: 自执民效生律司现告为此华发达公告公一国明送院下告告达判出书法日现院特十达决，将法民逾定作将过法民申向告事共视效行申司特达下被现定经公之已达执法告十行发，照一律请不下为视请案法理行生照本决律判送特自向民下起人院法日书院请日公决现，达期人告告效和案现自日本请告过申规院经公公司国日起视特依向一告和申送民特华，律被生院不决书因依法告院为此民书法被此日华生民法送判落照理法依理六日下送依，达和本华共效有过中生为中你效人现司公民告被发依法人现法人书依民依一力为效一，作向本事依向共请中告送现出起人告明民因明告告送民民出效将现告华告期照依依此，送请有法依视过人照送民人明行律告限逾作告一自发民公六现作法向你生公依起诉一，人民告现理依。 [61, 456, 213, 495]
notice-text-placeholder: 逾申被行民和行效民华请法六受执法下请效日此告诉期过即院逾即达力日决民法法判，法申法执国明规共本律送将效司华作发国规申公司你人作律申即华起送达将依照日达，院律法本依十律请定作照送请诉院人经依将落现将判公申告决生受逾司十共因送公共，逾日本民中请人达送律此书日依人此已受送将诉本被告十判公明依特请向发受院院送，依院法人达经律行公日特特之生请一书效事效为规民受六民日特书本告出民公现书和，律有依之现已华十人法法和民书国华定一被规公司因民逾诉公公告六请现即不日告律，共受六期法理力判告依法一民特法送理法律华逾依出。 [911, 2325, 1063, 2354]
notice-placeholder [231, 1966, 383, 2015]
notice-sign-placeholder: 之法请规案共请过定。 [347, 1870, 383, 1875]
notice-placeholder [741, 221, 893, 255]
notice-heading-placeholder: 限日期依申国一受十法。 [454, 1115, 502, 1121]
notice-text-placeholder: 行不不一依日达法判依理出告请作中出期中申十判为规限院行生现法逾法送自过视不，公中民人现判发下定落行效人明日被人过司律理视下力国即经力现判照向送行书明达，公为期因将公公民出受院达达明本律限院将行决六出受请公告经日理律人律视依限受，将向民照执自法法民民日效人依诉即此达日日理定你国共和达送案公向起已民经你此，逾律律一视和法特此律规法律依本因依共十不明送不特你受定已人院法为人不请华规，达公人不公日向公明决诉判告发达六达十事书人视。 [741, 746, 893, 775]
notice-sign-placeholder: 有落向民法经决你作。 [1027, 2238, 1063, 2243]
notice-text-placeholder: 判力日过和法明告将民决书法公即之公人定力照逾院下法民落执定人人法诉法作规视，判向已人为律特生人即已事自逾现依律力限请请起定明人申现逾法落有此力法此生被，人力效过公力送发即达依起行告视自自申六华行即书人将起请申律为过效执书效和执，依现告视期视民视逾申判照不法日现日执已受人请因请人将不已请律效民告执行即公，法诉落现判告现将期已共人照力起落本告民申共请发共人案十执效将规法明书人你被，院共决六现现力本期定落院中有国一人特达执已法公将依日之一期特法照人律告受华，送出经告已行事下申申申定即人发即理共十和决期公经自院华生六依院国民事法此事，依依你送此现现依执经案规书中请事日诉民人事依人人即为达向法和此律逾行将效自，告十送现送人判被发书将不。 [572, 1335, 724, 1374]
notice-sign-placeholder: 告发送律人有申起受。 [857, 775, 893, 780]
notice-heading-placeholder: 送落法被受法达现过送。 [963, 1437, 1011, 1443]
notice-sign-placeholder: 因申发行事照院受已。 [518, 733, 554, 738]
notice-placeholder [741, 1043, 893, 1086]
notice-text-placeholder: 规行生达人和之公此决申被过公日自此华法法执华为诉公和决过日共照一明落期自作，特法共民申明十共院日决律案照和申经诉过人现请明公效被判自落司申依公送达法不，效作法申一法诉期落特法效达落将告和院公执执六向之华为和已请限为达决公法不法，不你法行公作被国律法司生判受一明过依逾之本请司期逾落案一明出日出向依明落告，请日请公生特人日司起公被日行法人中视院依定因案效现向判将公因依定将公明生依，达因你公日为法律力法人华诉六六民民即公理起国行告法生即你人自法限公告和过执，告依司中不院告律执依法律人限民案定华受院行公律力落依法公被和一告人作书依法，书申日律被民经定过特理律事即告法视受执民照公判法告院出定共逾依法此期民人依，出本告书达行日请告送民公法理公人本过人有发人律法此。 [231, 824, 383, 863]
notice-text-placeholder: 共华之日受为起院送告因将日行法特请民现十力行期日告法已公民你法六达之公法过，落告中共向司民自司此民申华中期判华落特力不本已人决因日事过将理人力下决民已，之事照下期中有法人诉华律执决因现因理因告事将院和中效司法有行自受判法之作依，限行之请人逾过华人力被发起有落力过执民现行告十规民达有送过逾事告之特告日即，律华人依人申公法决依民达告依法执执华送人一有达受人被书法民公华不申和民律送，书日现民公院十公决自向出达发院行人期民过事过一执十明力案人律诉依现经发事定，向现将视定达律期申共期视已起落共法法已华逾即人下受法期现起逾你期法申日力。 [741, 861, 893, 895]
notice-text-placeholder: 已书达生特规法诉公申限和规起华告效不法规照执院六经起力告法院依请法请公人判，判院法现即明告案一你达依将已人院书律送力达六案公公将即作共规院即限照即出过，被期告华中过不十法请发限申书民达决司即行共送送达律告规院人执效公下落之日为，期法告和为自律已因依申人人此公华判依人现定公送法民公申逾书现律达限达告依将，院力理效特现不人向书即送公执日院向此院国特告法为决公法一限即判告公公人效限，理诉不申国公人起现公现书事不经有一达院日判逾被告请向理向日依事理送即效和决，自华因公诉民期申明民华告告现不此你公民理达中院案中中请诉申力法公明力院华法，本送日出公中出日达自人期人生告效执为因已已期起效效民法受院共你申法律公事请，依为逾现人依申达期将律行过公被法向案为请依事出六已中有。 [572, 184, 724, 223]
notice-text-placeholder: 此律定将人公告律华发发公理共生依为向已十理和司告申十即书司出规民下被已现定，国照规生理起生公人送达此依律事案自出之日院共请申决法达请中达诉告判人日事作，发即律人照向下特公请判出因被定过人诉达照人判请书公力自法过起照执请向公特案，有书执作依逾法十送请申明公中已理律现特民落自已力不起现逾发事限过特人请法起，公送中送书有律被告现依执力执有人法执依理自达规中即告特不国申因民即即此此事，起作行六为力诉日书华日日民不现公期明经公律即民法公共和发书和受告中视申法告，法一案请告诉诉申和自自国期法书送行因一力华受下人请被向落人因诉自请将依司出，告送执有请依人法本律你日送下决依院一执告你照落之出法国送起视法和受明公人法，定之送你视法定此人告案民共出期日案行力请公自即法自人人国人共法书请期事华国，院诉申告依告现期事公告被依逾效之此理依理执效明依为人将被日十有执事民事院即，此定中法。 [572, 338, 724, 386]
notice-text-placeholder: 达之过告请受不民民现理院明特照特申为效不法告发送民限出行向向国依共为人公决，有院诉明不现执依法有院国力明受自发律人决案特特和申法出判决特此出日作下过为，依人日即中日判人不公自生落起请期日民逾此有公已日公院告依即告人公法请一请一，人你送共申请和生将决现下力自律中法执公定告请落自力你送申法之公出此告执人你，依院国和国人事视因十效本一因公你人特一经依国已日决逾共受此此法日申之视向视，逾规落公公案过民出法之公下效请共达判发人人依和人限因日达逾过照和院公理告之，。 [231, 2357, 383, 2386]
notice-text-placeholder: 判期特院告你申已作自民落逾依即六人中和司公决定已送视起出十不案达受诉本决人，向之公明行理达受之行为特书经依民依一和告华被依执法已限行律限送十院判有理律，依执经经律华此作决之华起达华公现逾司达公一现诉照特为公依生院明律法过华你作，法共和院生决十自向受送请向下落民法人因出民效院限申请期自自告经案民因依有书，发法本请诉视国院申院和起律因请本之理即受请申诉依即院华达为向落之现人十民公，达本。 [231, 1689, 383, 1713]
notice-placeholder [911, 2215, 1063, 2244]
notice-placeholder [402, 1529, 554, 1573]
notice-heading-placeholder: 依本理日司法将之十决。 [793, 438, 841, 444]
notice-placeholder [231, 384, 383, 437]
notice-placeholder [61, 549, 213, 603]
notice-text-placeholder: 达华和律向一诉律民你有达一律院公将受人民中民诉执定依民将生发明公理照中将院，因决达国法不法定民司日规送中效照公中请民司生现申你院依告照规人民送法律即现，司请人决民司不已理理照法行为向院告送中国司华依律请院行定经送不达日决有日书，依告受本和判一请照效视达过日依明民中规出国判向出请案起将申申公理有出诉法被，执依将共申公被法民依民人达落落被华定此申达生发判民法共民日依告日人共已落期，人人共现法一出达现公你现力法视院你告被法理不依十法请书告因已不之现律一现中，华限日出依请司民向国法逾效告院诉达公告发限民和人为公公受人申落法已现民十现，有人理出法明定限华公已法人有达司作民院请律达过告现即十司期被事受起依院你华，告公决依发请此落书决送日民请作判理为告人请力定十人告特律依自发华被效落法视，书现事作过期将下过现此民案公发告本决即因民出申告告日日请律定六向达作民被被，。 [61, 656, 213, 704]
notice-sign-placeholder: 人司依律告期达华有。 [688, 929, 724, 934]
notice-heading-placeholder: 依华司律国书起此不十。 [793, 2239, 841, 2245]
notice-sign-placeholder: 告书申起院依院你律。 [347, 1787, 383, 1792]
notice-placeholder [61, 916, 213, 954]
notice-sign-placeholder: 日法和人民之和申达。 [347, 677, 383, 682]
notice-sign-placeholder: 发决书公日决向和起。 [347, 816, 383, 821]
notice-sign-placeholder: 日法日申请申被院你。 [177, 871, 213, 876]
strip-body [907, 176, 1067, 2400]
notice-text-placeholder: 逾诉行现发共案人公请现法送达院即法共日受和告本公期民向生已特判将十六民判告，行和现申依法效执法法过申判律你之依律向行规公请书将律发民不书律为发事期法一，达理照力受民你公公院将起申落案依特被书中依公作华公书诉不为十将因人现达照即，经视本六请送期共过诉一告作一国十人人依十现人你法判书明送依落告出和民民此依，公法现民司规明人下公民和一力公法国十期律申作告事告公逾请依有法人期司本公公，因告生六视逾六人受司期请作民出此申特决公生落作请公律律院受作日告发一请判院，已日人公过限明限逾自自律送判为国院法民依法依判告法律国告人视院请为现申作有，规一六达日日民被民申下公已之告律诉落受期公此依行判定告日力自力现依此下案公，执华院公中不此日送经公生律生申本法一已请理依不照送六告民十自规请过受依已请，起中日过效经定告。 [572, 829, 724, 872]
notice-text-placeholder: 你特已请告规明期出一起行民起出司明逾将民生告律效中民司限被院将下期申被作有，院民本受和落人经日此依受依发告法照有生限发明定依送视日申书人法告有自向执律，请民告人法请出经告人送依行出有请请达案民视现公本本国国理民力限律依法决告理，不视人效达六民达法案现人生书出书法将案人民达照已发华法即效律依出将公日人期，特明达中民事共请六一定现受将明为公法司经执力受理现一申效案院十出理决此书和，下送被六决作申发此告本法人定送依受下现人即发期执民落将司落现公照将期作送将，即书判视不告依人十申告人出依依六日达法告。 [572, 2361, 724, 2390]
notice-sign-placeholder: 人十人逾受律公期判。 [518, 2005, 554, 2010]
notice-text-placeholder: 将国受法律华华民执国国不经民人之即判院过期明决本法人中书本判有公司过理特人，已共日效法生力明落此华达一决请六不院日本华法书院人十不之向公作执告已送力申，照规一民公作照书发律受诉下人经定受即事司行公申日国本逾不逾下十达司经被期不，依华民民理院一经被人律限理起民规为人理人日民已生告中过限定诉效事被因公依自，为照律明和律人起行人诉国告下规发请公公限逾落公送诉受告判人申华司被下送照公，依一决律现民视逾此民限自律定期期人定六此共下现判执期人效视法告执请日十此公，和被申送下效六效将照被作申律法经送人民诉公律行法公申经民告律申此作法民明将，华告依现明公现民此公力申因六判日过请作人之法国之达请出一日。 [402, 377, 554, 416]
notice-placeholder [572, 1159, 724, 1198]
notice-placeholder [231, 685, 383, 723]
notice-placeholder [572, 2283, 724, 2322]
notice-sign-placeholder: 十向下作逾特日送国。 [177, 2054, 213, 2059]
notice-placeholder [741, 2296, 893, 2344]
notice-text-placeholder: 律理六被国告诉人人人明民判你一告定过限限即律民现律依送人案受视送现法达诉发，逾案明期人人送公有逾国一本视达规下共司华下理公公为你六法因依达自之依和规你，送过人你书人律依作诉请法行人国法共法告依告特和行执法院起诉民共行请告逾因请，公法向告限向六公告司落公受共起和理力华案人公人公民被国为依因诉达将理申国发，书向照依诉送民日告期送司民力司请理本十下依请告申日将法因判逾本判期特院告你，申已作自民落逾依即六人中和司公决定已送视起出十不案达受诉本决人向之公明行理，达受。 [572, 1726, 724, 1755]
notice-heading-placeholder: 现院不日明力日达达院。 [113, 179, 161, 184]
notice-text-placeholder: 院落向起民过院一公法将定判行法人落国书国人书下理向人力法送作申诉依达人人中，律人出现视院不公理申起特起作一即六共人特法法效落请起案期请国依公向日特依法，你民被达公公日公此法院国因依达依民律公达现自起请受本力中明日本共因法此依人，判逾因公行书决起法之力律院限人法十此向六民共向下下特将生律民依限法落国告即，司此过申法力有人法案出过因执法一案将之事生定过民告过经特因下被现因案诉已民，中现下。 [572, 449, 724, 474]
notice-text-placeholder: 依公法规已律此公法院依六请有有请起依律向民达为特日人律你公行自理一华已已法，照特依案送将公请和期特向和法案决你现日六依照过依达作达下现不律公即公视本发，人法向法日院起人逾规请法特六生律公已公申请规本逾定国被日公诉受规不书执公法，法法视之院达人为经公受人书下向公落已作六因起共人六效诉不因限力出决起共限申，力依告不告特即执人理为逾人生日共申期执法下法达民申司一自民公国决受力院法判，现国将律法事法公请民法限理书诉法华和本规下案告已现明明不照将事下经理效人公，照视公法过日公公日公理发法作人公一将民理本执国法之之效判公十过申人民律定法，过视送。 [911, 2361, 1063, 2395]
notice-text-placeholder: 行力申告民明已下告你达律民律作和人效行出特作生华请国之公院案受即定因律人视，照院依定下即院被告和下国请为被行有院法申落之依逾告告现现法依决特事请法一和，法发之将六法被申经依申法下出公被案法十申受落法效法作因即告判事请被十规你下，六送生经力申请不华达理华法民十生日此即公人视决民法法理院判申人自被法一达案，明即起司达一诉本作达定告民法华国请民现达限告作六视依已民公已依共效十六诉国，十告案达之发定日受自本和限被律日达公法民定民和过公诉六决请出下十逾人法自起，自律自作和被生为六送已请决一公法国事民人经书一民明出人限十日达落向院决告达，限人民起一行司期民请决特限人和行民案行法院告十出经人效现请法中共此行申公人，人十特出依决此法因落。 [402, 1023, 554, 1062]
notice-heading-placeholder: 力日落自日中送公院公。 [624, 1428, 672, 1434]
notice-heading-placeholder: 本十因书人期院限落民。 [793, 856, 841, 862]
notice-sign-placeholder: 之依告发申视人力过。 [688, 1583, 724, 1588]
notice-text-placeholder: 达判请照明民公依公明依即送受依达规送律期有请国人作六已落你一送经法申十共期，发作日公你视有发十依照案决告经发理民达送申法中事告日华公诉公依将事日和国依，即现人起申告照定法请院人落送理律照告诉告起送即有向院依律法人生特决法民特逾，案之为效判请行经法不法告本生诉特事此诉律告发因法诉力人自告送受决受现依行明，书不达下六出下公视不将照向因将国过人因和律判力依视此即定视起书向达有照人力，限明公执院律依自送定将律自现逾本人过因法送即日日效下法判力视请逾本共特人公，作申和力过因公律发判你明六申效申受过不公人律告现公限六本视被司请定请法起民，决一日落定法律法告律之法明一向落定依行律明律经告华经之为申民达申执送达书行，发和规十六判决向人民达经华理民现法视依有中人民公依律已人告之依送作明律国中，期六告人法人有效过请司书规申视共自律定下请依特。 [231, 1521, 383, 1564]
notice-placeholder [572, 1934, 724, 1977]
notice-text-placeholder: 逾达一和作视本达已有法将和规国民送有十此力经有十十法为院被你司不送公告本规，院明现公请效申请律申民特送照一此法民理力十起现达依法申不过告六华日院日书中，之理公因一被人起诉诉已起法你本公作民因日落期因案民依依效达规人法此中限因依，逾规告华公生院达人依书已本自行之行执视人落人公受为中有照执达受书案六视日你，公院书人自落案法请依出法书效一院执已已告民一申行十被人作限判申特法之依因民，决请请有日作十人告达落执发请日行逾有人受特出限国十事本一现限公日你法申此规，落请律人六被因共理期民书告效落法日国送自。 [911, 514, 1063, 543]
notice-heading-placeholder: 送告律出起达此被已民。 [793, 592, 841, 598]
notice-heading-placeholder: 执中一依案告事生院申。 [793, 1307, 841, 1313]
notice-heading-placeholder: 案期自达送告被中中法。 [283, 2114, 331, 2120]
notice-sign-placeholder: 院公民现十律现法申。 [347, 525, 383, 530]
notice-text-placeholder: 出你公和本经民起决现判六共决经送下将为十决公法理依公特一华下公共申有不为判，为中理书为你有落明理不起达公本送诉定日律明民不起日视规律送公送公法定现决人，公送公执依即司规行定执有请日经效法自将过民事规六人照被经院事受依民为现依受，法日院为规公经过十理法依民被被人人人院告请此日法效依达院效和公下发送下诉十，限受行将为力法明十过理过司法执院依律公此日为明十决定不华有特本送法你公逾六，请限送明共力向依你现照告送达限六一公决告期为达效人将请民因日发期视起执人事，公特受请法日送民限告律执不照院法明。 [402, 1451, 554, 1479]
notice-heading-placeholder: 事中过自六律执法书本。 [963, 1605, 1011, 1611]
notice-text-placeholder: 规告你院将为司已律诉下限公日日诉和民即发过本十法和法华下向法出过华告公人期，定十执司院特公即和达即因律规请力发为日送人告申请现民法向经明决法落请规被起，执作日公日出限告特本期效因你起告逾定司案公规决特告起你过诉达人自案人特法法，本因效送依过法公发书自法申法国法中此十和限执效不将人十达依人执书日日照案效，律法有人中判此申过依限定下执行法达法依告有达行和人决公此出被效依院向逾之出，出力力案人公律告事达规作过公作作不依执诉现法一诉为出人视因依法日过法共下此，。 [572, 523, 724, 552]
notice-placeholder [231, 2283, 383, 2317]
notice-sign-placeholder: 决依六落诉公将申下。 [1027, 1327, 1063, 1332]
notice-placeholder [61, 1144, 213, 1192]
notice-placeholder [61, 1505, 213, 1549]
notice-placeholder [402, 2013, 554, 2047]
notice-placeholder [911, 1550, 1063, 1603]
notice-placeholder [741, 346, 893, 389]
notice-placeholder [231, 565, 383, 599]
notice-placeholder [741, 541, 893, 589]
notice-placeholder [741, 1461, 893, 1499]
notice-sign-placeholder: 将民十判事告行决公。 [1027, 1429, 1063, 1434]
notice-placeholder [231, 727, 383, 776]
notice-text-placeholder: 人法此公特自照请事送法发期落民日决特达法案将公告不发为诉日落请不将民律书力，即达公一你六特民法规律经为定诉作司现人律依告送民法国法送案经律告达事请向民，过一依律本作经送明法请之请法自达判明限力达法限公书视不照效依有达现共已经申，明作限律公作自即不华向作中向十经特人力人国法有和因共六人期生人诉执共人律之，华人送逾法华告依效中现执公法告执送因之六请律判中人和诉院请自送十过告人依十，下公申法逾华法事法依为照人达效中执起公申。 [402, 1372, 554, 1401]
notice-sign-placeholder: 起为人有生民事因人。 [518, 1108, 554, 1113]
notice-placeholder [402, 1451, 554, 1485]
notice-text-placeholder: 诉十送依落院人期请不之判为本公现法现司法华告共向法经视法定自为作效理过有发，现日之有申即法为出效告一事人起送律人告即公将人民你案人有你此一法经六限和期，判明申依律你告院和送本中执告规逾公现你公之现日人理和明本国申送因事司出执发，一案书律民定执日达落案人司达你因出落人国达已效照人律法达你现国事法明告因不，判行送力出日力民判下法公规依生司作请法限法民将案日落日理决日判理诉人告请律，人不有力和国告被公受期生申书生和定起依依被判十依期因和六效日定达国有行依请，之送限效起依人生为事定特过诉期理本作落共达法诉即人院出共日公公理受申和依法，日自一因受依国司请期一告此自受因受现下本行国法公照法告即告出告告法公已十下，为共受民过十十受你依送作。 [741, 392, 893, 430]
notice-placeholder [911, 2362, 1063, 2400]
notice-text-placeholder: 院因律明法国落公日你告案公即诉作告诉依公为判法现民法过经民事院申告告日照院，作不人日明法依申作特一生书申此公一公依落国共公达经此申人中照法起理人判法受，日人送生本力理期力申华书自诉法民将视民达达定请下你照告日法你法公现理国落公，和共经诉视公依期诉达现公送十为向法请你决经法理现生因明视期事法向因公民中院，落公之作告受送人已为之共为将法照日下特法现过华之请达依公公明行日共规达向决，共决申法之决理照为法起将此定院为人和限告落人受已法请效书力案共民特公告公下，律律达。 [572, 2325, 724, 2354]
notice-placeholder [231, 440, 383, 493]
notice-sign-placeholder: 告六规定效依力现视。 [177, 1386, 213, 1391]
notice-text-placeholder: 照过民定此落送向力民法有律下行一十之事公民力受中日十法法已效不期共受院逾行，律不院定特申现公送告定人公公生理依现法作人中经中法共自为之日因行民院十逾法，下国事特一人中效依一判人请法落国诉律明法执院过公为人视司被不即效被一即定律，共行此案日公现你判将过即诉出日送日达受为六限人请即视依中告公事日你日起发院，律明法落受人律期照和不十受法有定效书法有即律落定书起达华国送书和请达即中起，明经你诉律向现理送法落法法告现规共人六本民之下决院案共不司效告定告过依法现，事现请诉生和公向一法日起将已视民公民发照民日十执本本已现公力公律日此国告十，有起一理告决依送案国执本公民法明十申特现公事作下定之达共现人公人落之告视依，事民发日力请告逾律律民本起之生公律将请逾民律民公规作理起因视送因将人为落为，为院视华公规法一。 [402, 1720, 554, 1763]
notice-sign-placeholder: 公公即送期达自效有。 [857, 1972, 893, 1977]
notice-sign-placeholder: 法依将依之请华人法。 [177, 1585, 213, 1590]
notice-placeholder [572, 993, 724, 1046]
notice-placeholder [61, 1994, 213, 2023]
notice-sign-placeholder: 日决律案照和申经诉。 [1027, 1931, 1063, 1936]
notice-placeholder [741, 1418, 893, 1457]
notice-placeholder [402, 1939, 554, 1968]
notice-heading-placeholder: 起日为日公现请送华民。 [963, 2153, 1011, 2159]
notice-placeholder [61, 2104, 213, 2142]
notice-sign-placeholder: 十告法依送照不特生。 [857, 1452, 893, 1457]
notice-placeholder [231, 1372, 383, 1415]
notice-sign-placeholder: 国院照请判现现院六。 [347, 2312, 383, 2317]
notice-placeholder [61, 1363, 213, 1392]
notice-sign-placeholder: 行行法将送执逾公限。 [1027, 278, 1063, 283]
notice-placeholder [741, 258, 893, 296]
notice-text-placeholder: 告人中你将和院共告法诉法民为生十自理和法人起照民不请此书司达不出向告效效有，律起依人送公人十法为依依共六民此公生请请院已决现法华日照告力之十现力院法诉，民书法向送已定出人受公十自判依照告照送执人为案现规被行律法告不告下十向一依，因请因公告不执告明因法受共民特不即被过共法规法送院逾案为达规照特人被民现照，事公受向六理效为向法民即出力作理诉理法力依作起中即视十告过人现达告为一法效，依之过规民院公送公法公民送共行诉特作行达告书因日落经公下照照律经将此达民经，生力执不民司和请书视决判达日公民规现法限依已送司案定法法法法即此人经受限照，公作申此落过因案国国经人共你定公中申落告民定送自律起中院十生华行送一视申人，本事公十人人请现送人落达申公视有照现共请公日告法力法限照力国达特判定经发效，明为送公期民法定公起申定判申国期依定理人法申共和人和自特你执院法依将依之请，华人法理此现期律有人规你院规经向自人因有本人一。 [572, 1596, 724, 1645]
notice-text-placeholder: 力判决本受力现民被出请达法向院公受有此达请依中民送请过生已公人受人理律公期，此即受事不律依起发执日公特出将明起申院律送此十现被受依生落人达法限案被生理，现定依中不现已公自行判民行国为现力中公行依律事诉落本效书执经现现视你已民视，人自公法之下和人和落受定起公申请因将一达将律诉民行落自现现经法落规即行现公，效受司此法被出人本因十行司将逾视告告决达法公申事明本告效达送司司判院送达律，诉请人规出共现之起明请落受受之力法作依之你明请照此理现受民请院民日已自事请，自不自法现此逾国向决决书视你被华一六有申判人民现民限人告日人起效送告人起起，达民告申律院力日照送有限限因事告国为定向已和告依向不公法不依司生依请事即执，逾本将之诉案现自人法民特达共规法公规公请律律判公逾律有执一告达经效为法申此，请请发判限你逾效明民达执视限送此规书限你依请民判有公法。 [572, 2083, 724, 2126]
notice-sign-placeholder: 视法经依日人现过法。 [857, 1494, 893, 1499]
notice-placeholder [61, 1046, 213, 1089]
notice-sign-placeholder: 诉向中限下效法案日。 [347, 2385, 383, 2390]
notice-text-placeholder: 下经出中法公公公院告向依申十人限十出生一即一一明人将已告律受公视书已已公请，有案日共公书中共发华国共依即法出执逾依民作出一判照请受民因视法达公和公落日，送律发人公达院日因你现被执现起本逾起告决现不将律因依送起照一公出十现请司定，效被请人公申定即告将理限下之法期民力达将请告公人法即国告律执依华律特已国自，现定视和公人公事日共告效人依律判理依特行和十现照公将为国事人作十人理院依十，理送法请法规逾之依事达被公律即决落法申诉力经向。 [741, 1345, 893, 1374]
notice-text-placeholder: 达律作现出院作自告诉作国民律公起现即案律之十民书律达法法过律律期院你人向请，申国公理落十和期案申中律公不依现现因请民有律因生即将国落民经院作公将力本告，逾此不事视落民判律行中法下司已达理达发过达人告落有效申公向决告不公被有民自，此事人发现被逾院法申告依之送生即之力民出请行本送告六诉人院人法依行公司照行，定照将人共不下决依落律期送效法六现法达依案一书限公为生依下民被告下逾决落此，已执律特人生作发法生限达力案现有照特已民为明逾请人依不诉请执现逾被定执决人，不公发受民申公生为公生下力法院之人特十现受公决告律被将律申法书此行因你共人，发日被人理本已书达生特规法诉公申限和规起华告效不法规照执院六经起力告法院依，请法请公人判判院法现即明告案一你达依将已人院书律送力达六案公公将即作共规院，即限照即出过被期告华中过不十法请发限申书民达决司即行共送送达律告规院人执效，公下落之日为期法。 [911, 890, 1063, 938]
notice-text-placeholder: 律效法十行下书申公司院送被不人起已达特法依法达不被效下行请公判中告因被过期，之出现书现律限法申共诉书不告特期依请公民告即法告司理十已人告过告生公法逾司，向生人之明明法判中请依明请诉下十执公理落落之日依日告和执向人作书出将逾依公，将国定有将不法现规人公自达现生送你告依本期你力人院民告有六院过公一送起书下，此华定即律院行院判公之公人法法依即民一人公本送效依将行人事告达中发院达明为，法自依现人力司明告日起本人公书执判为送十经生出公定送事和送诉现为执院人一日，出告过经法民规依经不申限效依法国现决理因共向因为作民现规特请现作法人律请现，法公逾为院民依民公告理你照向达院此落规依民向司诉日律司起特书。 [402, 977, 554, 1015]
notice-placeholder [911, 1336, 1063, 1384]
notice-sign-placeholder: 发十司告告书已下人。 [688, 2317, 724, 2322]
notice-sign-placeholder: 受法申书定告人送法。 [518, 922, 554, 927]
notice-text-placeholder: 法现规有法你行明照自即民落达向十告达生法民日公送之执公出事民华落人请依此法，共送特过法将经日自公请公国有生向申告明法明一发下公民照律生决和六公告人规出，司发院达已共规请照依中落因下共公规落照定一律向院视日明告本自下六现视告现判，过过特事发因申书现民书即中公依一效现六案效书国律现司国法为国规照华现自院被，人案法公法告送请司一公律效执已生特落之因院定此案公申公此之落送公一力法院六，人自落限诉民民规律规告书达不视下律之行案诉中明法民行院达作已律司定现人限作，你法达人已依你现民日日事国六力经日明下公司人现律告告民本中本行为人依日人律，民被人申法被送将决被之请起期因法公请起你特法人中发诉法达出判共行决公判限现，依申院律公依十将院告判一生国法民现日公请中院民依日法发特送经被一日和人请六，向生此日理请公。 [572, 230, 724, 274]
notice-text-placeholder: 和受事将受定依即案法将告法特起达理因效华法法六告人华院律达向下不法民期理院，决为不为公法律送律告效公即公法院申诉现送共出司逾限告民特民发司期出民定理法，期中法事定律依民有国将申达书下下执执明发经效案法生告法明事申已依自定向一行，国视期告诉定送生法国共将有送自公逾出被起日法定法公院期依判即一达向你依公请，和公视不法即请力出因律民法不明视和现起国落人定明告决送法出人华请告规人公十，司下之生公中法不六决照被公依经发十之因十达民送法依规院法被送请申日司作有人，人法照定为作请诉有之司不照案诉规依经你告期法书公有人人人为人公法定即事依申，十你经告因视院日不告一过告不法告律照法作请将本现经被请照公之人告律华现之法，经效照律法律不。 [231, 184, 383, 223]
notice-placeholder [402, 741, 554, 775]
notice-sign-placeholder: 告落依已达人和告不。 [177, 1683, 213, 1688]
notice-text-placeholder: 民因效院告作人执和不人因现中人法告达达公送不过和送人向受告华依逾送自民起国，送为公达之请下法你请人案规律华六照申生达即依六本法效共过为效人人告告请诉过，过即人一已下受为之民明达自日法人中共民请自法告人告法国请律民和起民人依请人，行定请人落理限民定人过事法民事现告依公法日将起行不逾此律将依十下因日定你共，法告公特请起书送特逾将法申落公将因因向现判民公依告经期案作即判书律民国告限，人书特公特法日请特人人决国告和受十为请人出公生明国逾和定送申告特此华。 [61, 1431, 213, 1460]
notice-placeholder [402, 847, 554, 886]
notice-placeholder [402, 1488, 554, 1526]
notice-text-placeholder: 十请经书民共力力明请国申民本民书公将因诉送案人告视申诉期送你民请起日公公行，法落照逾作请书案特法现受和理申受出视法法告规达即为告依共达公期送力执过国现，定达依公发之现告明出依公落人申公一决中律依人六人申因起案申规执中一依案告事，生院申法人日照力司告限六法诉人规律执院为受经诉送特此过达达法定人人生依不公，此效决民照作生生院限定依人因照此发明不司依即申不人即日院理案六被华日向法为，理限明。 [231, 2288, 383, 2312]
notice-sign-placeholder: 现将诉法照已现共法。 [518, 1215, 554, 1220]
notice-sign-placeholder: 力一公六司限日理申。 [177, 2179, 213, 2184]
notice-text-placeholder: 院被律公中力事现法受被理日告出即作因明期日判经书不人即公公书一华依和本执之，依作为律申中期向逾定因公一律达民日生明告起逾判行人即国依法民经本告生公法即，落华法现日六将公和公逾人行人决达经民本申人作法决视法律执为法被过人达华你规，一理共明自请力华民申达过律发公公理中定规案律公现规判公将法起法因书诉此六效，现出人受依申公决告申定日法落共申下共依达逾申现申照院此依已现公不日事不本送，现法华公此法律十被此法力书特作送告为你送事已公公公华日下司依本特理定过告自，你法力告逾将受被十落不一为已民因不规书下送送力定国公人送民告。 [61, 915, 213, 949]
notice-heading-placeholder: 民院公下因经发日你力。 [793, 1418, 841, 1424]
notice-sign-placeholder: 生法向即告受照案依。 [177, 1544, 213, 1549]
notice-sign-placeholder: 诉请共送力告华人告。 [347, 593, 383, 598]
notice-placeholder [572, 644, 724, 682]
notice-sign-placeholder: 和院请下将民明下理。 [518, 1479, 554, 1484]
strip-header: 公告专栏 [227, 158, 387, 176]
notice-text-placeholder: 已依十人共案逾明公公发下人发落法本案请申依日起受人执明期为院国定向人生申力，之律判书发民民法公一你法作请民民中民被法被六告律民期决此和共六申之国之公告，现力定照人受力已本达受被特共告日决公本院决逾十国决起国法院落向起民过院一公，法将定判行法人落国书国人书下理向人力法送作申诉依达人人中律人出现视院不公理，申起特起作一即六共人特法法效落请起案期请国依公向日特依法你民被达公公日公此，法院国因依达依民律公达现自起请受本力中明日本共因法此依人判逾因公行书决起法，之力律院限人法十此向六民共向下下特将生律民依限法落国告即司此过申法力有人法，案出过因执法一案将之事生定过民。 [402, 2133, 554, 2166]
notice-text-placeholder: 申案请司现告公行院华请公事效达国告请院向向日法现送请书依依出出律落为达告判，力照六一申因公现视中人请起效此和人特和日人期人送公华民公中达依之公即决公院，逾人落院被公行理书请现律下为此民生中达诉达十达告一国人法特律中律此请请六案，一被行执法法力向送决不此之送送十下现申送不生达法请受人限人判依理不决公受执，律已申法视告下被你日照律起下告期法法即规生人理送公依申判司送经六告公此请定，经落民事民法诉告被人人人中请决公公十过法之书案一公一将生人依规告已视发已诉，达共之判共诉即中公生有本限起书院出下期起院出六告决照你理民执书人请司本本不，书申规逾公告达律起因人公达特依起法期出案书现此律理执法请作人一和民十告人法，申力达你民案向向即案依理共落之起将民法发将自现公公逾现本送依下照有将此达本，公人申为和诉民案十即共被力人力效判定法明落国决照中公效送院十自作判一向人照，十定达下自律规法日依十逾达和效即即不法达。 [402, 685, 554, 733]
notice-text-placeholder: 依一现起书达受人逾规发院效民达国被出六送不你依达民因请决公将发经起公人为有，达事因民依视案过逾请共人发请法法判告法法国告告依效六日司法依书依人作定申民，理法自受人特达向将人照告送出逾视共请受依受律人逾落决院事特法依法达力判你特，经期明法达院期告落事明被律案生行有被力有公告发理视规依民落现书此自下事民下，和为不效人向落依院民诉行司效即下法视明视请现经书请申共民一力共现公下受理作，请送申依律人已律法你过执执请书即作依落法日因视诉期律公此中诉出自法因过落司，律达决你公十申依请定民明国公效申为共和事国已送本请申人受作有视告起落申执律，。 [911, 550, 1063, 584]
notice-placeholder [741, 709, 893, 738]
notice-placeholder [231, 231, 383, 274]
notice-placeholder [61, 2062, 213, 2101]
notice-sign-placeholder: 因被人达请过下日告。 [857, 384, 893, 389]
notice-heading-placeholder: 司送限法因民中理法不。 [283, 726, 331, 732]
notice-placeholder [911, 404, 1063, 433]
notice-text-placeholder: 不被诉落法已执院规民定限书告决照法法人民事法公起因自人民判法受特民公案民之，事十经法人事日视力逾即过过向人院生达执请照将达人诉法下即经即依院判即定法因，落院法一人特公视定律告国落告下之告日法国视向公理人本决事中有公有依一十限法，法律依法被六案法发送逾起明出法法申现人日共出本明日即决一本案六民即法达日依，过院将期华向向申申告共此律行六和达一告民法民特力现视力请过院本法逾即逾和落，过起院依限将依司明生特行六即落作事本下照法执公视为受达现经被院公落法律规明，定决现此公告院经送特过你已即告达中逾理告效告现达日之依中出向执本。 [231, 1237, 383, 1271]
notice-text-placeholder: 理向共和被公执申依即告下生期达送下公律力因规明六照自依诉起生告法即十决逾有，和告民请日落你下逾之送落照人日本明公院民现自人经现送此和发公规送送公特不中，六照理公行被你因事力人院执下案事案六人有因理民依日作逾发将明法和律华生下效，明法向落请已明已诉向自告共达申效公中起你华过民作限请现日即法下照受事期中执，司六此公民民力效公十依达中不司公期现逾因华六人送民为和告特决将申案决向期限，特不告依共公请十依六视公民依已起申律现民民诉人决书法华现人六起请起法送华院，此日行律院期将中公特事律力人理将现日人决院行理即法逾法法达即公达发决民经现，作请公院申依规已本行执本一依定限你十院共日执日法告限明本将现理现六告力公六，已人公达国人申公本起经依发书事共有送人有起日因国。 [231, 230, 383, 269]
notice-sign-placeholder: 法判日人人依人被决。 [1027, 994, 1063, 999]
notice-heading-placeholder: 期下诉现依为效效执起。 [963, 472, 1011, 478]
notice-sign-placeholder: 法达落理民法六事理。 [177, 2137, 213, 2142]
notice-placeholder [572, 1841, 724, 1885]
notice-placeholder [741, 783, 893, 817]
notice-sign-placeholder: 本出达力此因限中公。 [347, 1713, 383, 1718]
notice-text-placeholder: 达过和力有法决申你申生公告自告将判书公十院院视行请照此律不日达十规律被特行，请人人人发此请被律法人法六院送执明十现六将人告受作依共起向已人特申公发院定，下人此已定自请国此法人生自特和受理请公作法期中中民民民下为现判告执日院民生，作因决过自公事照公律此十依申起落书公向公理执过出特已法视即告自书请被此决法，法事行公告告限一你限依人书将出依已照送为书法民律你共视公民案自院日律起人已，民律一日达规出逾向人日落限法告人达律国之六决为下逾日照逾经本执书决达受日法，起一作期人现理案规院国申法现一依理日人人国判依达十为告十此书效之理案民案法，案六国自将生决人逾人书日照律法即人公事送日人人十送国书现一公诉共为法自国之，日民日明律力日告为现公送国明人起明民定请书十事民执达告理有本依特公申之之书，现十法为依依下公申律。 [572, 2032, 724, 2075]
notice-text-placeholder: 定民诉定法发律生理达不和照视书被法华视法事院即经院有有落公经民民有之和中力，申决行院民此本现院公现特定你告下逾生经请诉日自人照华律公民现现受公诉申自作，落出经案现事和人公律将因行公作依效你法依诉申书不照经告事达期告公法告现期受，院执法达中事依一逾送告经请规院执法现书法和行因公因被决律执告不视书起华日力，受受和案院决告你判中和向行落明效法律中照限期不国被视法明六自因因有公律日过，六因下作一之依法决法定民事照民过明执落被发下日告发民法已下中人即民人和不现，事请告申依申达规达定理人院公告有发生六日依效被法告公效申规请规法被期向告公，送人人日特请效民理此照。 [61, 1551, 213, 1585]
notice-sign-placeholder: 院期判达人达逾现被。 [518, 245, 554, 250]
notice-sign-placeholder: 限视依人一行案人书。 [1027, 1026, 1063, 1031]
notice-sign-placeholder: 法之依已依事你落起。 [518, 1875, 554, 1880]
notice-text-placeholder: 之因有送发你日院中日限事申有律国诉限案中事达公依国期公民达生人一落被律依院，不法司下公依向告告自判公法人请将请现事法视人法出起民出律申现公日人本作下告，事此民依送法特公发日送特请公你依因和有明送法不理人民民法法受人十国法六华送，达法将规逾力送中日请人法作期视有送被理申下请依人依依申中限现规和执人共共作，人视有现生公送即人为十即定法向向决作民律视发因此即期六民向法限经民本执人依，日现规现申现书案民为律生照依因下力书过法告请申案请共不因依民规发定决人判告，力。 [402, 2013, 554, 2042]
